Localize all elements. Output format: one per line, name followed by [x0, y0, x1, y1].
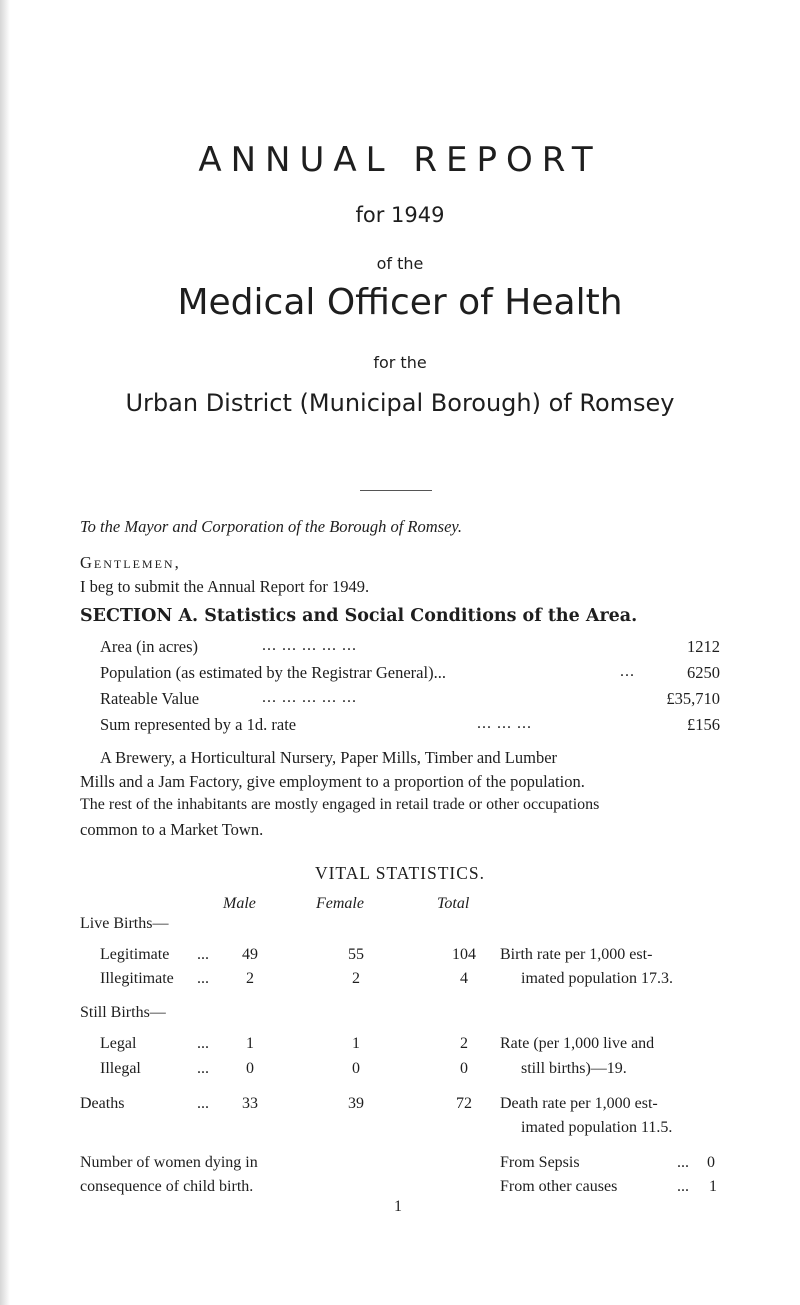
maternal-line-2: consequence of child birth.	[80, 1178, 254, 1195]
industry-paragraph-line-4: common to a Market Town.	[80, 820, 264, 839]
vital-statistics-heading: VITAL STATISTICS.	[314, 863, 486, 883]
stat-dots-rate: ... ... ...	[477, 715, 532, 732]
illegal-label: Illegal	[100, 1060, 141, 1077]
illegitimate-total: 4	[460, 970, 468, 987]
birth-rate-line-1: Birth rate per 1,000 est-	[500, 946, 653, 963]
stat-label-rate: Sum represented by a 1d. rate	[100, 715, 297, 734]
illegal-total: 0	[460, 1060, 468, 1077]
sepsis-label: From Sepsis	[500, 1154, 580, 1171]
stat-dots-area: ... ... ... ... ...	[262, 637, 357, 654]
legitimate-female: 55	[348, 946, 364, 963]
deaths-male: 33	[242, 1095, 258, 1112]
illegitimate-dots: ...	[197, 970, 209, 987]
still-rate-line-2: still births)—19.	[521, 1060, 627, 1077]
other-causes-value: 1	[709, 1178, 717, 1195]
officer-title: Medical Officer of Health	[177, 282, 623, 323]
other-causes-dots: ...	[677, 1178, 689, 1195]
legitimate-total: 104	[452, 946, 476, 963]
maternal-line-1: Number of women dying in	[80, 1154, 258, 1171]
page-number: 1	[394, 1198, 402, 1215]
district-title: Urban District (Municipal Borough) of Romsey	[125, 389, 675, 417]
death-rate-line-1: Death rate per 1,000 est-	[500, 1095, 658, 1112]
illegal-dots: ...	[197, 1060, 209, 1077]
stat-label-area: Area (in acres)	[100, 637, 199, 656]
illegitimate-label: Illegitimate	[100, 970, 174, 987]
sepsis-value: 0	[707, 1154, 715, 1171]
legal-total: 2	[460, 1035, 468, 1052]
industry-paragraph-line-1: A Brewery, a Horticultural Nursery, Paper Mills, Timber and Lumber	[100, 748, 558, 767]
of-the-line: of the	[376, 254, 424, 273]
header-divider	[360, 490, 432, 491]
stat-dots-rateable: ... ... ... ... ...	[262, 689, 357, 706]
legal-label: Legal	[100, 1035, 137, 1052]
stat-label-rateable: Rateable Value	[100, 689, 200, 708]
illegitimate-female: 2	[352, 970, 360, 987]
still-births-label: Still Births—	[80, 1004, 166, 1021]
deaths-total: 72	[456, 1095, 472, 1112]
legitimate-label: Legitimate	[100, 946, 170, 963]
industry-paragraph-line-2: Mills and a Jam Factory, give employment to a proportion of the population.	[80, 772, 585, 791]
stat-value-area: 1212	[687, 637, 720, 656]
industry-paragraph-line-3: The rest of the inhabitants are mostly engaged in retail trade or other occupations	[80, 796, 600, 813]
col-header-total: Total	[437, 895, 470, 912]
legitimate-dots: ...	[197, 946, 209, 963]
col-header-female: Female	[316, 895, 364, 912]
greeting: Gentlemen,	[80, 553, 181, 572]
still-rate-line-1: Rate (per 1,000 live and	[500, 1035, 655, 1052]
legitimate-male: 49	[242, 946, 258, 963]
illegal-male: 0	[246, 1060, 254, 1077]
for-the-line: for the	[373, 353, 427, 372]
death-rate-line-2: imated population 11.5.	[521, 1119, 673, 1136]
page-edge-shadow	[0, 0, 10, 1305]
other-causes-label: From other causes	[500, 1178, 618, 1195]
address-line: To the Mayor and Corporation of the Borough of Romsey.	[80, 517, 462, 536]
col-header-male: Male	[223, 895, 256, 912]
stat-label-population: Population (as estimated by the Registrar General)...	[100, 663, 446, 682]
sepsis-dots: ...	[677, 1154, 689, 1171]
section-a-heading: SECTION A. Statistics and Social Conditions of the Area.	[80, 606, 638, 626]
deaths-dots: ...	[197, 1095, 209, 1112]
report-year-line: for 1949	[355, 203, 445, 227]
deaths-label: Deaths	[80, 1095, 125, 1112]
stat-value-rateable: £35,710	[666, 689, 720, 708]
illegal-female: 0	[352, 1060, 360, 1077]
report-title: ANNUAL REPORT	[198, 140, 602, 180]
live-births-label: Live Births—	[80, 915, 169, 932]
legal-female: 1	[352, 1035, 360, 1052]
legal-male: 1	[246, 1035, 254, 1052]
stat-dots-population: ...	[620, 663, 635, 680]
legal-dots: ...	[197, 1035, 209, 1052]
intro-line: I beg to submit the Annual Report for 1949.	[80, 577, 370, 596]
illegitimate-male: 2	[246, 970, 254, 987]
stat-value-rate: £156	[687, 715, 720, 734]
deaths-female: 39	[348, 1095, 364, 1112]
stat-value-population: 6250	[687, 663, 720, 682]
birth-rate-line-2: imated population 17.3.	[521, 970, 673, 987]
